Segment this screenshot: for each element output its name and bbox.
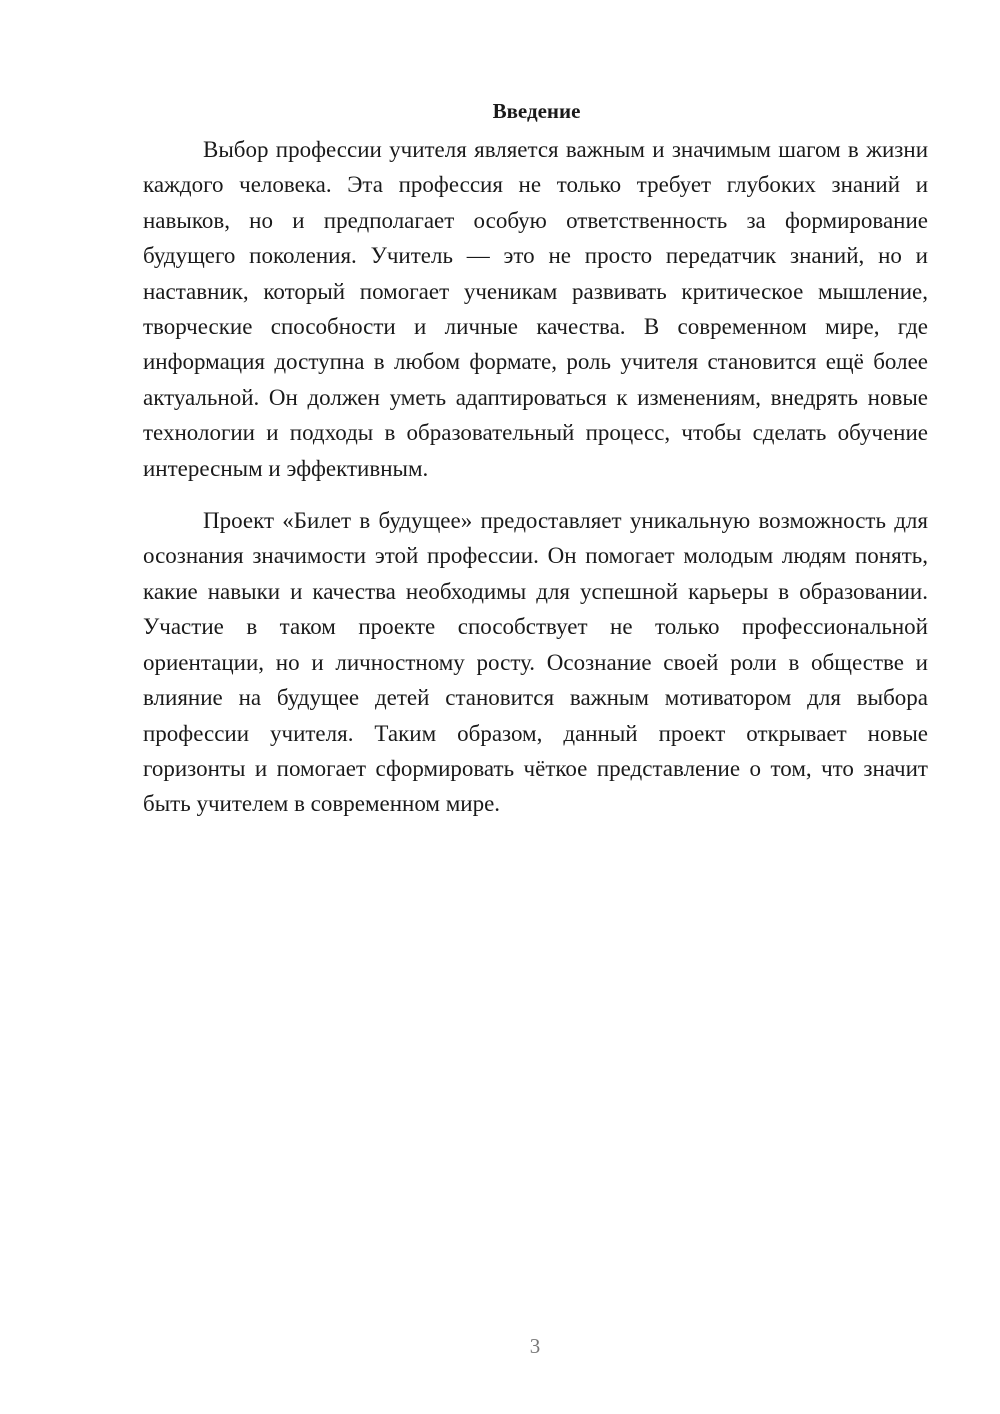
page-content	[143, 96, 928, 822]
page-number: 3	[529, 1334, 541, 1358]
paragraph-1: Выбор профессии учителя является важным и значимым шагом в жизни каждого человека. Эта профессия не только требует глубоких знаний и навыков, но и предполагает особую ответственность за формирование будущего поколения. Учитель — это не просто передатчик знаний, но и наставник, который помогает ученикам развивать критическое мышление, творческие способности и личные качества. В современном мире, где информация доступна в любом формате, роль учителя становится ещё более актуальной. Он должен уметь адаптироваться к изменениям, внедрять новые технологии и подходы в образовательный процесс, чтобы сделать обучение интересным и эффективным.	[143, 137, 928, 481]
section-heading: Введение	[492, 99, 581, 123]
paragraph-2: Проект «Билет в будущее» предоставляет уникальную возможность для осознания значимости этой профессии. Он помогает молодым людям понять, какие навыки и качества необходимы для успешной карьеры в образовании. Участие в таком проекте способствует не только профессиональной ориентации, но и личностному росту. Осознание своей роли в обществе и влияние на будущее детей становится важным мотиватором для выбора профессии учителя. Таким образом, данный проект открывает новые горизонты и помогает сформировать чёткое представление о том, что значит быть учителем в современном мире.	[143, 508, 928, 817]
